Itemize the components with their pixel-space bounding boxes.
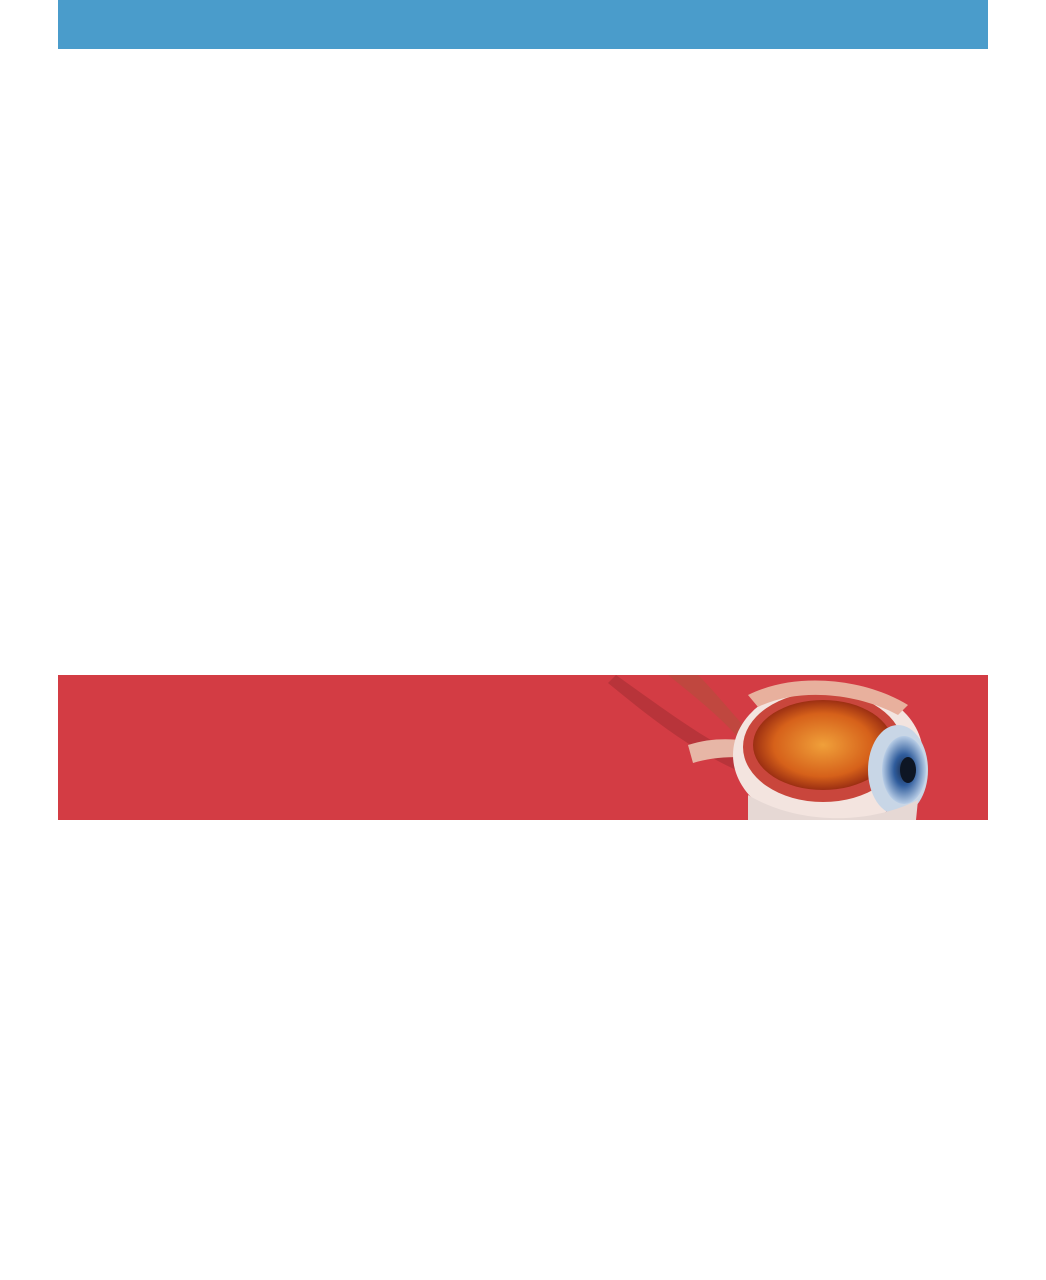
eye-anatomy-illustration (598, 675, 988, 820)
chapter-banner (58, 675, 988, 820)
top-color-bar (58, 0, 988, 49)
